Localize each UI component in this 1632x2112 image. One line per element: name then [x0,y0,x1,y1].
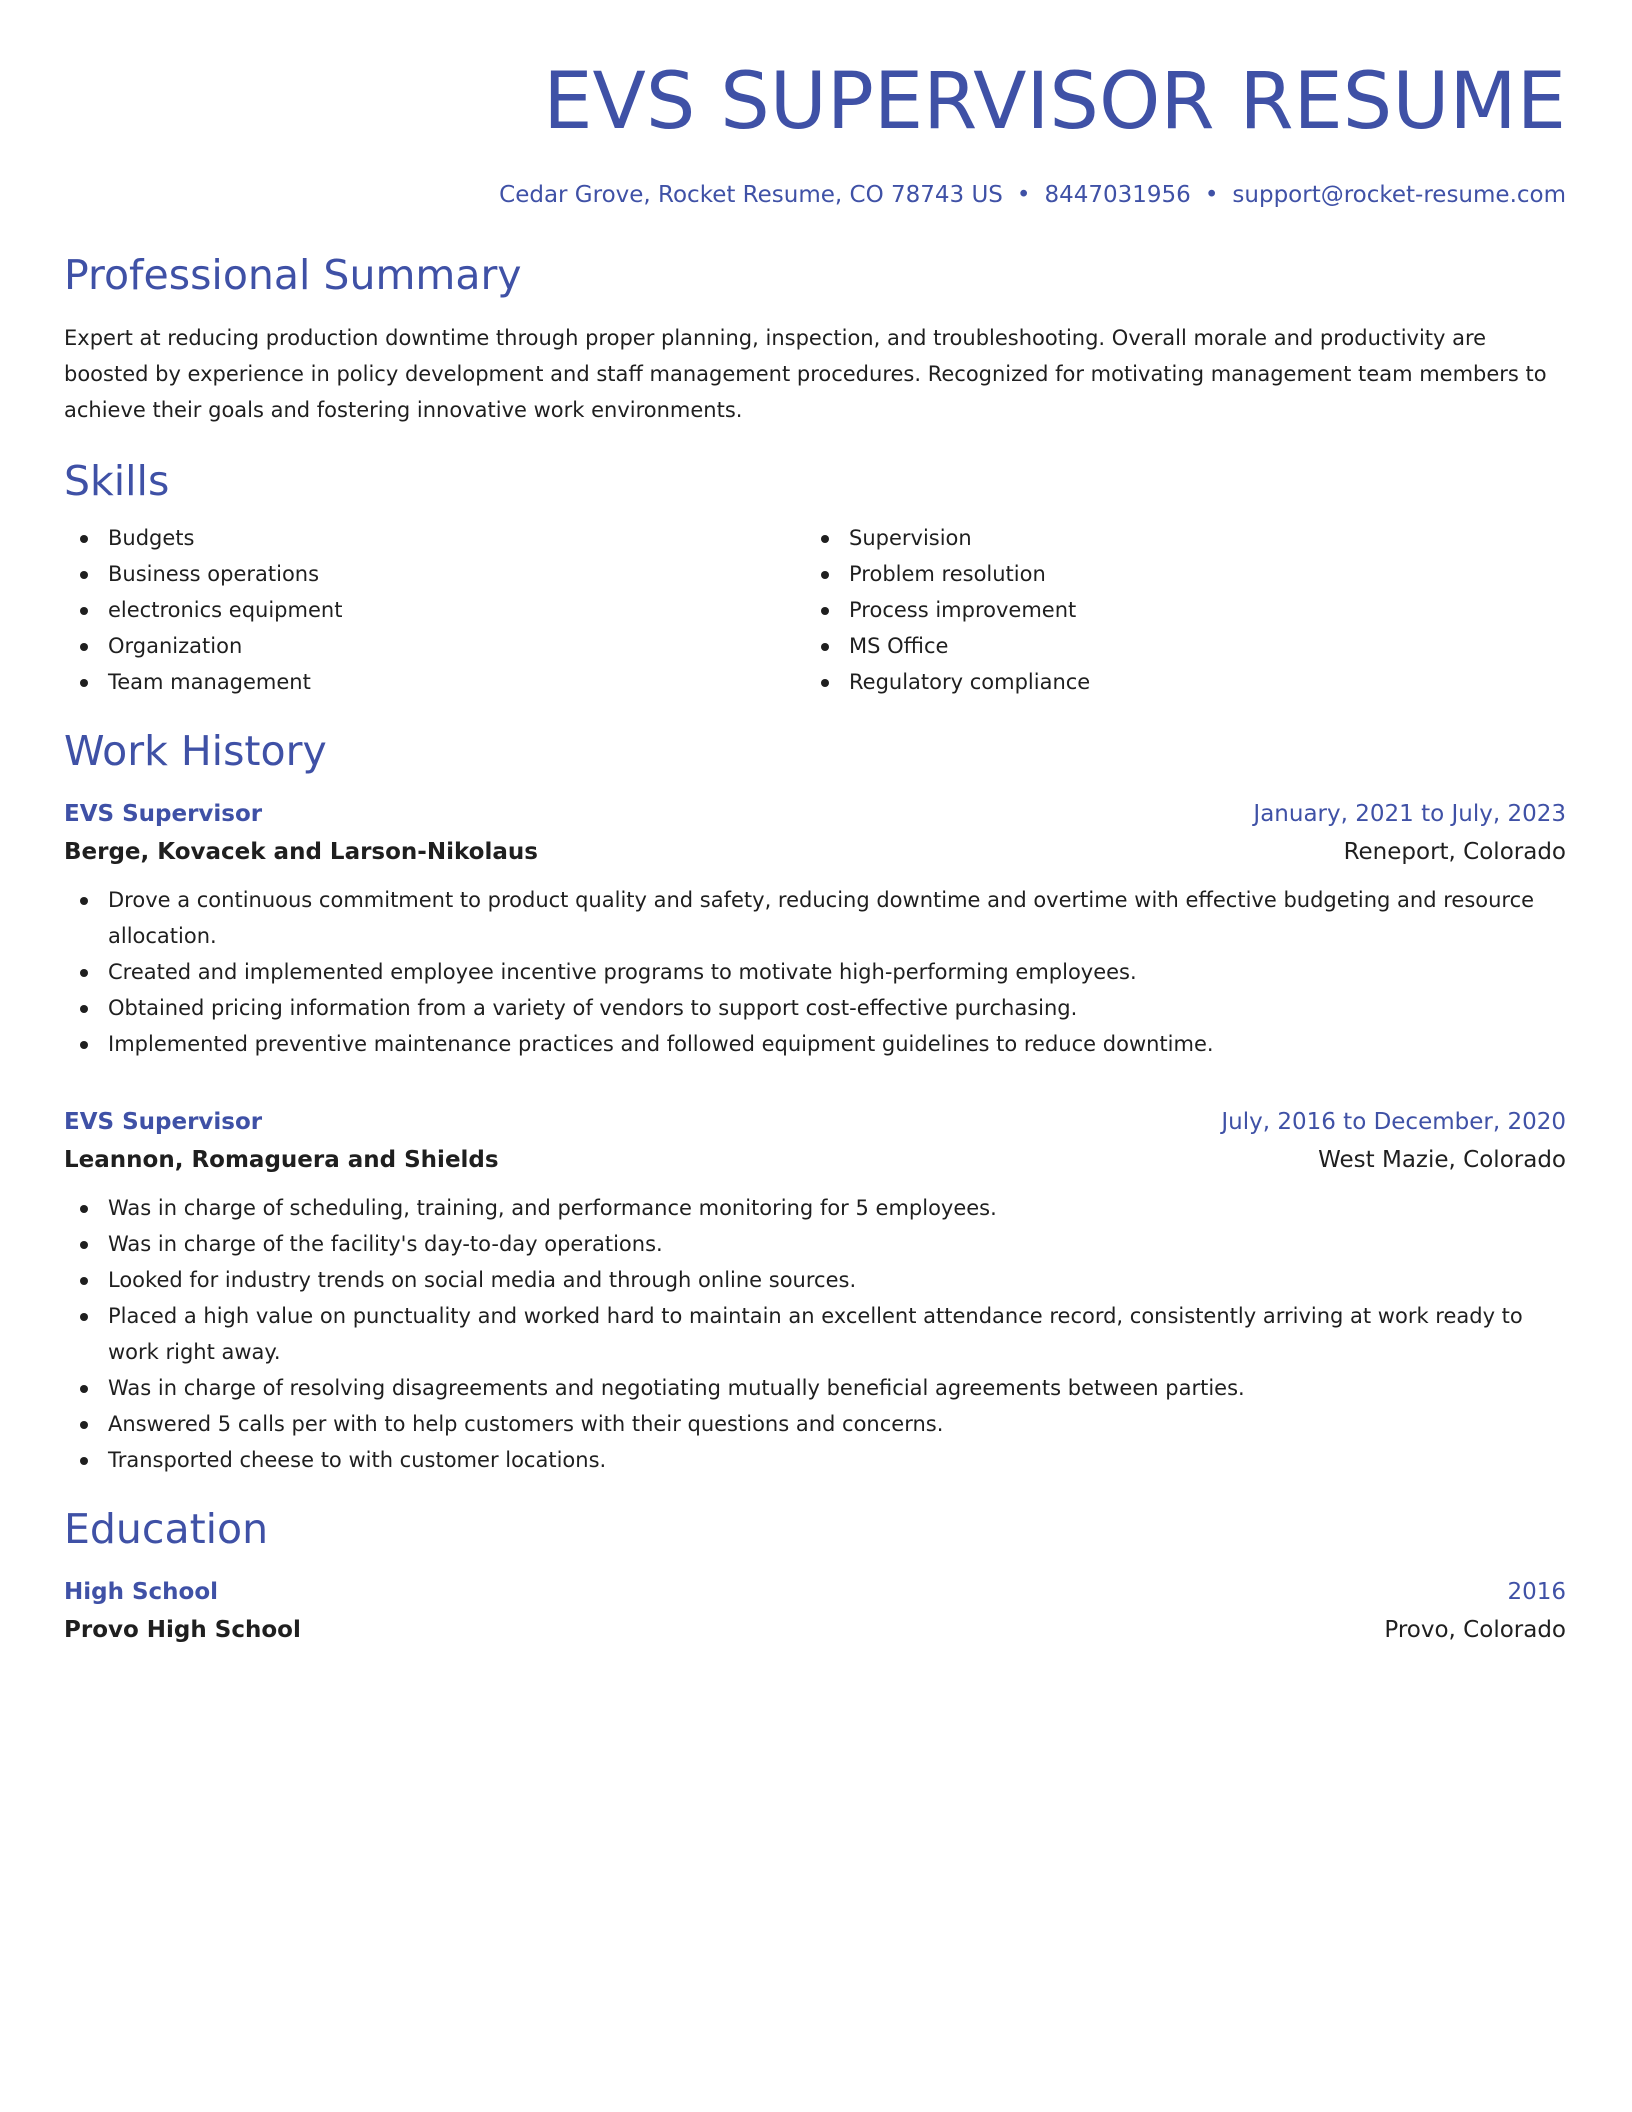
job-company-row [64,1140,1566,1180]
job-title: EVS Supervisor [64,1109,263,1135]
summary-text: Expert at reducing production downtime through proper planning, inspection, and troubleshooting. Overall morale and productivity are boosted by experience in policy development and staff management procedures. Recognized for motivating management team members to achieve their goals and fostering innovative work environments. [64,326,1547,422]
contact-separator: • [1016,182,1031,208]
job-company: Berge, Kovacek and Larson-Nikolaus [64,839,538,865]
job-title-row [64,796,1566,832]
education-year: 2016 [1507,1579,1566,1605]
skill-item: Budgets [64,520,805,556]
job-duties [64,1190,1566,1478]
skill-item: Team management [64,664,805,700]
contact-separator: • [1204,182,1219,208]
education-school: Provo High School [64,1617,301,1643]
job-company: Leannon, Romaguera and Shields [64,1147,499,1173]
job-location: Reneport, Colorado [1343,839,1566,865]
summary-heading: Professional Summary [64,251,522,299]
education-heading: Education [64,1505,269,1553]
job-duty: Was in charge of resolving disagreements and negotiating mutually beneficial agreements between parties. [64,1370,1566,1406]
skills-column-left [64,520,805,700]
job-duty: Looked for industry trends on social media and through online sources. [64,1262,1566,1298]
job-dates: January, 2021 to July, 2023 [1253,801,1566,827]
skills-column-right [805,520,1546,700]
contact-phone: 8447031956 [1044,182,1191,208]
job-duty: Answered 5 calls per with to help customers with their questions and concerns. [64,1406,1566,1442]
education-entry [64,1574,1566,1650]
skill-item: Business operations [64,556,805,592]
skill-item: Supervision [805,520,1546,556]
job-duties [64,882,1566,1062]
skill-item: Organization [64,628,805,664]
job-dates: July, 2016 to December, 2020 [1221,1109,1566,1135]
job-title-row [64,1104,1566,1140]
job-entry [64,1104,1566,1478]
skills-grid [64,520,1566,700]
education-school-row [64,1610,1566,1650]
job-duty: Was in charge of scheduling, training, and performance monitoring for 5 employees. [64,1190,1566,1226]
skill-item: Process improvement [805,592,1546,628]
job-duty: Was in charge of the facility's day-to-day operations. [64,1226,1566,1262]
job-entry [64,796,1566,1062]
job-company-row [64,832,1566,872]
education-location: Provo, Colorado [1384,1617,1566,1643]
skill-item: Problem resolution [805,556,1546,592]
resume-header [64,56,1566,210]
education-degree-row [64,1574,1566,1610]
skills-heading: Skills [64,457,170,505]
skill-item: electronics equipment [64,592,805,628]
job-location: West Mazie, Colorado [1318,1147,1566,1173]
job-duty: Placed a high value on punctuality and worked hard to maintain an excellent attendance record, consistently arriving at work ready to work right away. [64,1298,1566,1370]
skill-item: Regulatory compliance [805,664,1546,700]
job-duty: Transported cheese to with customer locations. [64,1442,1566,1478]
job-title: EVS Supervisor [64,801,263,827]
work-history-heading: Work History [64,727,327,775]
education-degree: High School [64,1579,219,1605]
contact-email: support@rocket-resume.com [1232,182,1566,208]
contact-address: Cedar Grove, Rocket Resume, CO 78743 US [499,182,1003,208]
resume-page [64,0,1566,1650]
skill-item: MS Office [805,628,1546,664]
resume-name: EVS SUPERVISOR RESUME [543,57,1566,147]
job-duty: Drove a continuous commitment to product quality and safety, reducing downtime and overtime with effective budgeting and resource allocation. [64,882,1566,954]
job-duty: Created and implemented employee incentive programs to motivate high-performing employees. [64,954,1566,990]
contact-line [64,180,1566,210]
job-duty: Obtained pricing information from a variety of vendors to support cost-effective purchasing. [64,990,1566,1026]
job-duty: Implemented preventive maintenance practices and followed equipment guidelines to reduce downtime. [64,1026,1566,1062]
